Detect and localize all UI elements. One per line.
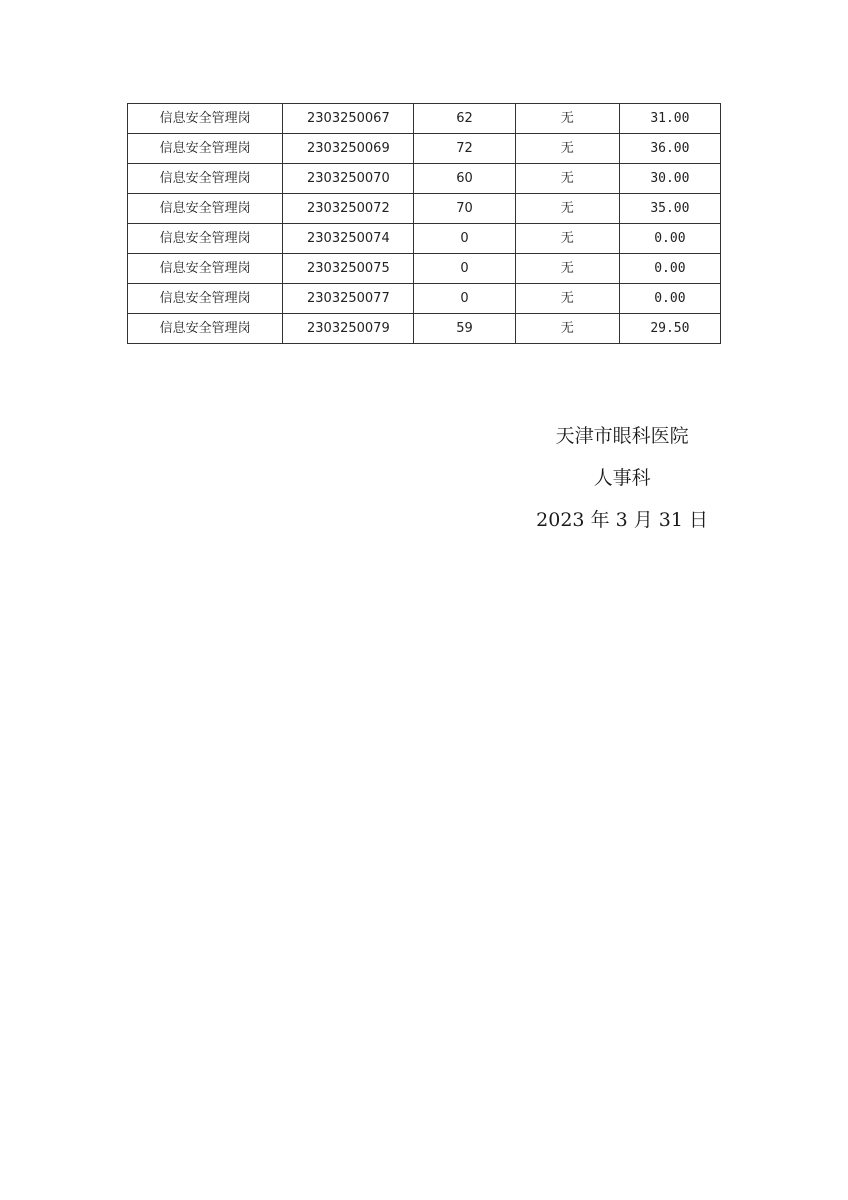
total-score-cell: 0.00: [619, 224, 720, 254]
table-row: [128, 284, 721, 314]
total-score-cell: 30.00: [619, 164, 720, 194]
written-score-cell: 72: [414, 134, 515, 164]
written-score-cell: 0: [414, 224, 515, 254]
candidate-id-cell: 2303250074: [283, 224, 414, 254]
candidate-id-cell: 2303250077: [283, 284, 414, 314]
table-row: [128, 104, 721, 134]
post-cell: 信息安全管理岗: [128, 224, 283, 254]
total-score-cell: 29.50: [619, 314, 720, 344]
table-row: [128, 164, 721, 194]
written-score-cell: 62: [414, 104, 515, 134]
table-row: [128, 134, 721, 164]
written-score-cell: 59: [414, 314, 515, 344]
signature-block: [536, 415, 708, 541]
total-score-cell: 35.00: [619, 194, 720, 224]
table-row: [128, 254, 721, 284]
candidate-id-cell: 2303250070: [283, 164, 414, 194]
table-row: [128, 224, 721, 254]
department-name: 人事科: [593, 467, 651, 489]
bonus-cell: 无: [515, 284, 619, 314]
post-cell: 信息安全管理岗: [128, 164, 283, 194]
organization-name: 天津市眼科医院: [555, 425, 689, 447]
post-cell: 信息安全管理岗: [128, 104, 283, 134]
total-score-cell: 0.00: [619, 284, 720, 314]
bonus-cell: 无: [515, 164, 619, 194]
written-score-cell: 0: [414, 284, 515, 314]
bonus-cell: 无: [515, 104, 619, 134]
candidate-id-cell: 2303250075: [283, 254, 414, 284]
bonus-cell: 无: [515, 194, 619, 224]
post-cell: 信息安全管理岗: [128, 134, 283, 164]
total-score-cell: 0.00: [619, 254, 720, 284]
total-score-cell: 36.00: [619, 134, 720, 164]
bonus-cell: 无: [515, 314, 619, 344]
total-score-cell: 31.00: [619, 104, 720, 134]
candidate-id-cell: 2303250079: [283, 314, 414, 344]
bonus-cell: 无: [515, 134, 619, 164]
candidate-id-cell: 2303250072: [283, 194, 414, 224]
post-cell: 信息安全管理岗: [128, 254, 283, 284]
table-row: [128, 194, 721, 224]
post-cell: 信息安全管理岗: [128, 194, 283, 224]
candidate-id-cell: 2303250069: [283, 134, 414, 164]
bonus-cell: 无: [515, 254, 619, 284]
table-row: [128, 314, 721, 344]
written-score-cell: 0: [414, 254, 515, 284]
written-score-cell: 70: [414, 194, 515, 224]
post-cell: 信息安全管理岗: [128, 314, 283, 344]
post-cell: 信息安全管理岗: [128, 284, 283, 314]
score-table: [127, 103, 721, 344]
issue-date: 2023 年 3 月 31 日: [536, 509, 708, 531]
written-score-cell: 60: [414, 164, 515, 194]
candidate-id-cell: 2303250067: [283, 104, 414, 134]
bonus-cell: 无: [515, 224, 619, 254]
